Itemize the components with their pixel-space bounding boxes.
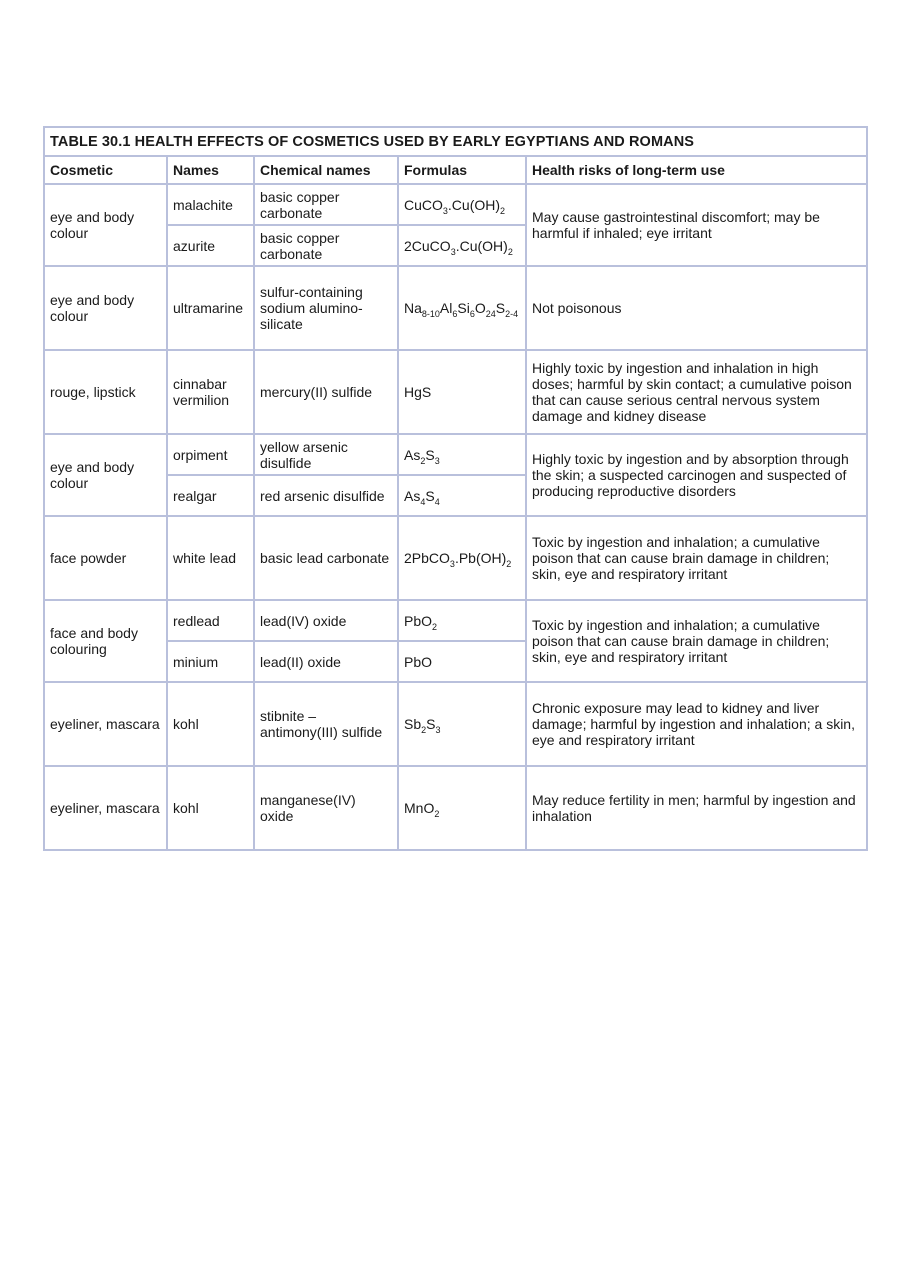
- formula-cell: [398, 600, 526, 641]
- chemical-name-cell: basic lead carbonate: [254, 516, 398, 600]
- name-cell: kohl: [167, 682, 254, 766]
- table-row: [44, 682, 867, 766]
- header-health-risks: Health risks of long-term use: [526, 156, 867, 184]
- formula-part: Si: [457, 300, 470, 316]
- name-cell: redlead: [167, 600, 254, 641]
- table-row: [44, 516, 867, 600]
- chemical-name-cell: basic copper carbonate: [254, 225, 398, 266]
- formula-subscript: 2: [506, 559, 512, 569]
- name-cell: kohl: [167, 766, 254, 850]
- formula-part: S: [495, 300, 506, 316]
- formula-part: PbO: [404, 612, 433, 629]
- chemical-name-cell: lead(IV) oxide: [254, 600, 398, 641]
- chemical-name-cell: manganese(IV) oxide: [254, 766, 398, 850]
- name-cell: cinnabar vermilion: [167, 350, 254, 434]
- formula-part: Al: [439, 300, 453, 316]
- header-formulas: Formulas: [398, 156, 526, 184]
- formula-cell: [398, 516, 526, 600]
- formula-subscript: 2: [434, 809, 440, 819]
- header-names: Names: [167, 156, 254, 184]
- table-row: [44, 434, 867, 475]
- formula-part: As: [404, 446, 421, 463]
- table-row: [44, 766, 867, 850]
- formula-subscript: 4: [434, 496, 440, 507]
- header-chemical-names: Chemical names: [254, 156, 398, 184]
- health-risk-cell: Chronic exposure may lead to kidney and liver damage; harmful by ingestion and inhalation; a skin, eye and respiratory irritant: [526, 682, 867, 766]
- chemical-name-cell: stibnite – antimony(III) sulfide: [254, 682, 398, 766]
- chemical-name-cell: yellow arsenic disulfide: [254, 434, 398, 475]
- formula-part: Sb: [404, 716, 422, 732]
- formula-part: S: [426, 716, 436, 732]
- name-cell: ultramarine: [167, 266, 254, 350]
- table-row: [44, 184, 867, 225]
- formula-cell: [398, 434, 526, 475]
- formula-part: .Pb(OH): [454, 550, 507, 566]
- formula-part: CuCO: [404, 196, 443, 213]
- table-body: [44, 184, 867, 850]
- health-risk-cell: Highly toxic by ingestion and inhalation in high doses; harmful by skin contact; a cumulative poison that can cause serious central nervous system damage and kidney disease: [526, 350, 867, 434]
- table-title: TABLE 30.1 HEALTH EFFECTS OF COSMETICS USED BY EARLY EGYPTIANS AND ROMANS: [44, 127, 867, 156]
- health-risk-cell: Not poisonous: [526, 266, 867, 350]
- formula-subscript: 6: [452, 309, 458, 319]
- formula-subscript: 2: [500, 205, 506, 216]
- cosmetics-table-container: [43, 126, 866, 851]
- name-cell: malachite: [167, 184, 254, 225]
- formula-part: 2CuCO: [404, 237, 451, 254]
- formula-cell: [398, 350, 526, 434]
- cosmetic-cell: face and body colouring: [44, 600, 167, 682]
- formula-subscript: 3: [450, 246, 456, 257]
- formula-part: S: [425, 446, 435, 463]
- chemical-name-cell: sulfur-containing sodium alumino-silicate: [254, 266, 398, 350]
- formula-cell: [398, 682, 526, 766]
- formula-subscript: 3: [442, 205, 448, 216]
- formula-part: .Cu(OH): [447, 196, 501, 213]
- chemical-name-cell: mercury(II) sulfide: [254, 350, 398, 434]
- chemical-name-cell: basic copper carbonate: [254, 184, 398, 225]
- health-risk-cell: Highly toxic by ingestion and by absorption through the skin; a suspected carcinogen and suspected of producing reproductive disorders: [526, 434, 867, 516]
- table-row: [44, 350, 867, 434]
- formula-subscript: 24: [485, 309, 496, 319]
- cosmetics-health-table: [43, 126, 868, 851]
- header-row: [44, 156, 867, 184]
- header-cosmetic: Cosmetic: [44, 156, 167, 184]
- formula-subscript: 3: [449, 559, 455, 569]
- formula-part: O: [474, 300, 486, 316]
- cosmetic-cell: eyeliner, mascara: [44, 766, 167, 850]
- formula-cell: [398, 184, 526, 225]
- formula-subscript: 2: [507, 246, 513, 257]
- name-cell: minium: [167, 641, 254, 682]
- cosmetic-cell: eye and body colour: [44, 266, 167, 350]
- health-risk-cell: Toxic by ingestion and inhalation; a cumulative poison that can cause brain damage in children; skin, eye and respiratory irritant: [526, 600, 867, 682]
- health-risk-cell: May cause gastrointestinal discomfort; may be harmful if inhaled; eye irritant: [526, 184, 867, 266]
- formula-part: Na: [404, 300, 422, 316]
- formula-part: PbO: [404, 653, 433, 670]
- formula-part: As: [404, 487, 421, 504]
- chemical-name-cell: lead(II) oxide: [254, 641, 398, 682]
- formula-cell: [398, 475, 526, 516]
- formula-subscript: 3: [434, 455, 440, 466]
- formula-part: .Cu(OH): [455, 237, 508, 254]
- name-cell: orpiment: [167, 434, 254, 475]
- formula-subscript: 2: [420, 455, 426, 466]
- formula-part: MnO: [404, 800, 435, 816]
- cosmetic-cell: eye and body colour: [44, 434, 167, 516]
- name-cell: realgar: [167, 475, 254, 516]
- formula-subscript: 4: [420, 496, 426, 507]
- formula-part: 2PbCO: [404, 550, 450, 566]
- cosmetic-cell: rouge, lipstick: [44, 350, 167, 434]
- cosmetic-cell: eye and body colour: [44, 184, 167, 266]
- formula-cell: [398, 266, 526, 350]
- table-row: [44, 266, 867, 350]
- formula-cell: [398, 641, 526, 682]
- formula-subscript: 2: [421, 725, 427, 735]
- formula-subscript: 8-10: [421, 309, 440, 319]
- formula-part: HgS: [404, 384, 432, 400]
- cosmetic-cell: eyeliner, mascara: [44, 682, 167, 766]
- formula-subscript: 6: [469, 309, 475, 319]
- health-risk-cell: Toxic by ingestion and inhalation; a cumulative poison that can cause brain damage in children; skin, eye and respiratory irritant: [526, 516, 867, 600]
- name-cell: white lead: [167, 516, 254, 600]
- name-cell: azurite: [167, 225, 254, 266]
- formula-cell: [398, 225, 526, 266]
- formula-part: S: [425, 487, 435, 504]
- table-row: [44, 600, 867, 641]
- formula-cell: [398, 766, 526, 850]
- health-risk-cell: May reduce fertility in men; harmful by ingestion and inhalation: [526, 766, 867, 850]
- formula-subscript: 2: [432, 621, 438, 632]
- cosmetic-cell: face powder: [44, 516, 167, 600]
- chemical-name-cell: red arsenic disulfide: [254, 475, 398, 516]
- formula-subscript: 2-4: [505, 309, 519, 319]
- formula-subscript: 3: [435, 725, 441, 735]
